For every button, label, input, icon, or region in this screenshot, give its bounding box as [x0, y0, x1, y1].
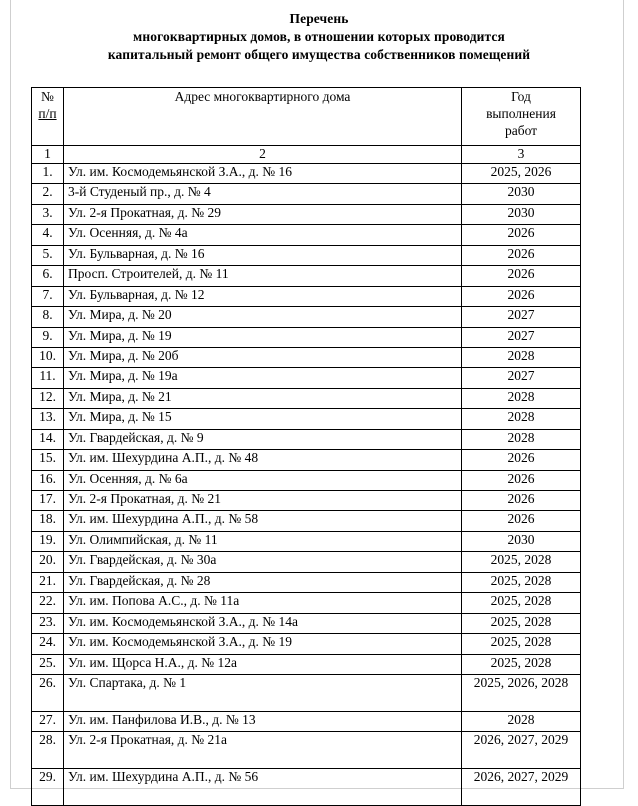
row-address: Ул. Мира, д. № 21 [64, 388, 462, 408]
table-row [32, 572, 581, 592]
row-address: Ул. им. Шехурдина А.П., д. № 58 [64, 511, 462, 531]
table-row [32, 654, 581, 674]
row-address: Ул. Гвардейская, д. № 9 [64, 429, 462, 449]
row-years: 2025, 2026 [462, 164, 581, 184]
row-address: Просп. Строителей, д. № 11 [64, 266, 462, 286]
row-years: 2027 [462, 327, 581, 347]
row-years: 2028 [462, 429, 581, 449]
row-address: Ул. Осенняя, д. № 4а [64, 225, 462, 245]
table-row [32, 164, 581, 184]
row-years: 2026, 2027, 2029 [462, 769, 581, 806]
row-address: Ул. Осенняя, д. № 6а [64, 470, 462, 490]
row-years: 2030 [462, 184, 581, 204]
row-number: 25. [32, 654, 64, 674]
header-number-abbr: п/п [38, 106, 57, 121]
row-years: 2025, 2028 [462, 613, 581, 633]
row-address: Ул. Мира, д. № 19 [64, 327, 462, 347]
row-number: 7. [32, 286, 64, 306]
row-number: 10. [32, 347, 64, 367]
table-row [32, 634, 581, 654]
row-years: 2026 [462, 225, 581, 245]
row-years: 2028 [462, 409, 581, 429]
row-address: Ул. Гвардейская, д. № 30а [64, 552, 462, 572]
row-number: 5. [32, 245, 64, 265]
row-years: 2027 [462, 368, 581, 388]
row-address: Ул. им. Щорса Н.А., д. № 12а [64, 654, 462, 674]
row-years: 2030 [462, 531, 581, 551]
row-address: Ул. Олимпийская, д. № 11 [64, 531, 462, 551]
row-address: Ул. Гвардейская, д. № 28 [64, 572, 462, 592]
table-header-row [32, 88, 581, 146]
column-index-3: 3 [462, 146, 581, 164]
row-number: 26. [32, 674, 64, 711]
table-row [32, 470, 581, 490]
row-years: 2026 [462, 511, 581, 531]
table-row [32, 511, 581, 531]
header-address: Адрес многоквартирного дома [64, 88, 462, 146]
row-address: Ул. Бульварная, д. № 12 [64, 286, 462, 306]
row-address: Ул. им. Попова А.С., д. № 11а [64, 593, 462, 613]
row-number: 12. [32, 388, 64, 408]
row-number: 21. [32, 572, 64, 592]
row-number: 8. [32, 307, 64, 327]
column-index-row [32, 146, 581, 164]
table-row [32, 327, 581, 347]
table-row [32, 245, 581, 265]
header-year-line-3: работ [504, 123, 538, 138]
header-number [32, 88, 64, 146]
row-years: 2027 [462, 307, 581, 327]
header-year-line-1: Год [511, 89, 531, 104]
row-years: 2025, 2028 [462, 593, 581, 613]
row-years: 2028 [462, 711, 581, 731]
row-years: 2025, 2028 [462, 634, 581, 654]
table-row [32, 368, 581, 388]
table-row [32, 711, 581, 731]
row-years: 2026 [462, 491, 581, 511]
table-row [32, 225, 581, 245]
table-row [32, 613, 581, 633]
table-row [32, 266, 581, 286]
row-address: Ул. Мира, д. № 20 [64, 307, 462, 327]
title-line-2: многоквартирных домов, в отношении которых проводится [133, 29, 505, 44]
row-number: 19. [32, 531, 64, 551]
row-years: 2026 [462, 450, 581, 470]
row-address: Ул. Мира, д. № 19а [64, 368, 462, 388]
row-number: 23. [32, 613, 64, 633]
row-number: 16. [32, 470, 64, 490]
row-years: 2026, 2027, 2029 [462, 732, 581, 769]
row-number: 3. [32, 204, 64, 224]
row-address: Ул. Мира, д. № 15 [64, 409, 462, 429]
table-row [32, 184, 581, 204]
row-number: 17. [32, 491, 64, 511]
row-address: Ул. им. Космодемьянской З.А., д. № 19 [64, 634, 462, 654]
row-number: 20. [32, 552, 64, 572]
header-number-sign: № [41, 89, 54, 104]
row-years: 2028 [462, 347, 581, 367]
row-number: 14. [32, 429, 64, 449]
row-number: 6. [32, 266, 64, 286]
table-row [32, 347, 581, 367]
table-row [32, 732, 581, 769]
table-row [32, 286, 581, 306]
row-years: 2030 [462, 204, 581, 224]
title-line-3: капитальный ремонт общего имущества собственников помещений [107, 47, 531, 62]
row-address: Ул. 2-я Прокатная, д. № 21а [64, 732, 462, 769]
row-address: Ул. 2-я Прокатная, д. № 21 [64, 491, 462, 511]
table-row [32, 769, 581, 806]
row-address: Ул. Мира, д. № 20б [64, 347, 462, 367]
row-years: 2026 [462, 470, 581, 490]
column-index-2: 2 [64, 146, 462, 164]
row-number: 2. [32, 184, 64, 204]
row-address: Ул. Бульварная, д. № 16 [64, 245, 462, 265]
table-row [32, 552, 581, 572]
row-number: 27. [32, 711, 64, 731]
table-row [32, 204, 581, 224]
row-years: 2026 [462, 266, 581, 286]
row-number: 29. [32, 769, 64, 806]
row-years: 2028 [462, 388, 581, 408]
row-address: Ул. 2-я Прокатная, д. № 29 [64, 204, 462, 224]
row-number: 18. [32, 511, 64, 531]
table-row [32, 307, 581, 327]
row-number: 28. [32, 732, 64, 769]
row-number: 1. [32, 164, 64, 184]
buildings-table [31, 87, 581, 806]
row-years: 2025, 2028 [462, 552, 581, 572]
table-row [32, 388, 581, 408]
row-years: 2026 [462, 245, 581, 265]
row-address: Ул. им. Космодемьянской З.А., д. № 14а [64, 613, 462, 633]
table-row [32, 429, 581, 449]
row-number: 24. [32, 634, 64, 654]
table-row [32, 531, 581, 551]
row-address: Ул. им. Шехурдина А.П., д. № 48 [64, 450, 462, 470]
row-number: 11. [32, 368, 64, 388]
row-number: 22. [32, 593, 64, 613]
table-row [32, 491, 581, 511]
row-number: 15. [32, 450, 64, 470]
document-title [30, 10, 608, 64]
row-number: 9. [32, 327, 64, 347]
column-index-1: 1 [32, 146, 64, 164]
row-years: 2025, 2028 [462, 654, 581, 674]
row-years: 2025, 2028 [462, 572, 581, 592]
row-number: 4. [32, 225, 64, 245]
table-row [32, 450, 581, 470]
row-address: 3-й Студеный пр., д. № 4 [64, 184, 462, 204]
header-year-line-2: выполнения [486, 106, 556, 121]
row-years: 2025, 2026, 2028 [462, 674, 581, 711]
row-address: Ул. им. Панфилова И.В., д. № 13 [64, 711, 462, 731]
row-number: 13. [32, 409, 64, 429]
title-line-1: Перечень [289, 11, 349, 26]
row-address: Ул. им. Шехурдина А.П., д. № 56 [64, 769, 462, 806]
row-address: Ул. им. Космодемьянской З.А., д. № 16 [64, 164, 462, 184]
row-address: Ул. Спартака, д. № 1 [64, 674, 462, 711]
table-row [32, 674, 581, 711]
table-row [32, 593, 581, 613]
table-row [32, 409, 581, 429]
row-years: 2026 [462, 286, 581, 306]
header-year [462, 88, 581, 146]
